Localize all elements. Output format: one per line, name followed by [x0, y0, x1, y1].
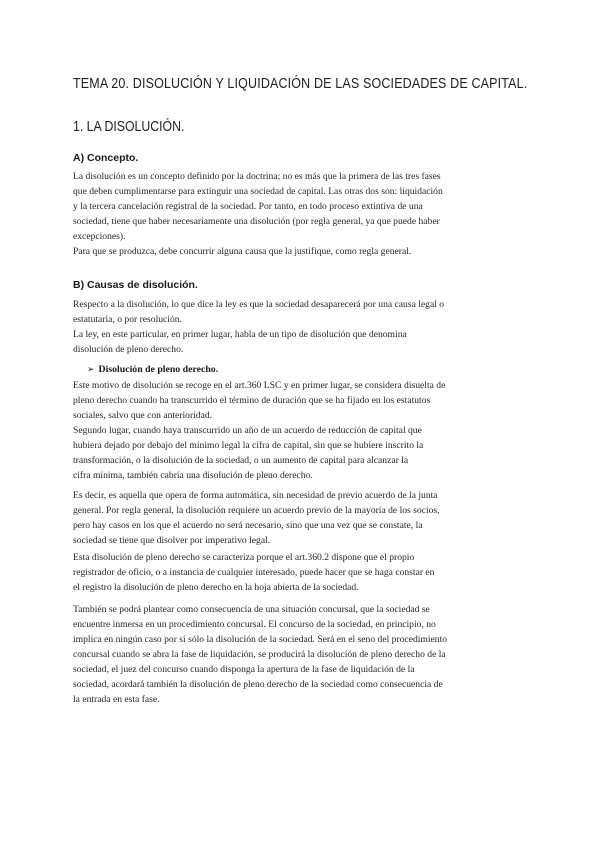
text-line: La ley, en este particular, en primer lugar, habla de un tipo de disolución que denomina [73, 329, 407, 340]
text-line: sociedad, el juez del concurso cuando disponga la apertura de la fase de liquidación de la [73, 664, 415, 675]
automatic-paragraph [73, 488, 528, 548]
arrow-bullet-icon: ➢ [87, 365, 95, 375]
text-line: hubiera dejado por debajo del mínimo legal la cifra de capital, sin que se hubiere inscrito la [73, 440, 424, 451]
text-line: Respecto a la disolución, lo que dice la ley es que la sociedad desaparecerá por una causa legal o [73, 299, 445, 310]
text-line: excepciones). [73, 231, 126, 242]
registry-paragraph [73, 550, 528, 595]
text-line: Este motivo de disolución se recoge en el art.360 LSC y en primer lugar, se considera disuelta de [73, 380, 446, 391]
text-line: Es decir, es aquella que opera de forma automática, sin necesidad de previo acuerdo de la junta [73, 490, 438, 501]
text-line: la entrada en esta fase. [73, 694, 160, 705]
text-line: encuentre inmersa en un procedimiento concursal. El concurso de la sociedad, en principio, no [73, 619, 436, 630]
text-line: y la tercera cancelación registral de la sociedad. Por tanto, en todo proceso extintiva de una [73, 201, 423, 212]
text-line: concursal cuando se abra la fase de liquidación, se producirá la disolución de pleno derecho de la [73, 649, 446, 660]
bullet-heading-label: Disolución de pleno derecho. [98, 364, 219, 375]
text-line: sociales, salvo que con anterioridad. [73, 410, 213, 421]
text-line: cifra mínima, también cabría una disolución de pleno derecho. [73, 470, 313, 481]
text-line: Segundo lugar, cuando haya transcurrido un año de un acuerdo de reducción de capital que [73, 425, 422, 436]
text-line: el registro la disolución de pleno derecho en la hoja abierta de la sociedad. [73, 582, 359, 593]
causes-heading: B) Causas de disolución. [73, 279, 198, 291]
text-line: estatutaria, o por resolución. [73, 314, 182, 325]
bullet-heading-pleno-derecho [87, 364, 218, 375]
text-line: pleno derecho cuando ha transcurrido el término de duración que se ha fijado en los estatutos [73, 395, 431, 406]
text-line: disolución de pleno derecho. [73, 344, 184, 355]
text-line: pero hay casos en los que el acuerdo no será necesario, sino que una vez que se constate, la [73, 520, 423, 531]
document-title: TEMA 20. DISOLUCIÓN Y LIQUIDACIÓN DE LAS SOCIEDADES DE CAPITAL. [73, 76, 528, 92]
text-line: Esta disolución de pleno derecho se caracteriza porque el art.360.2 dispone que el propio [73, 552, 415, 563]
text-line: Para que se produzca, debe concurrir alguna causa que la justifique, como regla general. [73, 246, 412, 257]
text-line: que deben cumplimentarse para extinguir una sociedad de capital. Las otras dos son: liquidación [73, 186, 443, 197]
text-line: También se podrá plantear como consecuencia de una situación concursal, que la sociedad se [73, 604, 430, 615]
causes-intro-paragraph [73, 297, 528, 357]
concept-heading: A) Concepto. [73, 152, 139, 164]
text-line: registrador de oficio, o a instancia de cualquier interesado, puede hacer que se haga constar en [73, 567, 435, 578]
text-line: La disolución es un concepto definido por la doctrina; no es más que la primera de las tres fases [73, 171, 441, 182]
section-title: 1. LA DISOLUCIÓN. [73, 118, 185, 135]
pleno-derecho-paragraph [73, 378, 528, 483]
text-line: sociedad, acordará también la disolución de pleno derecho de la sociedad como consecuencia de [73, 679, 443, 690]
text-line: transformación, o la disolución de la sociedad, o un aumento de capital para alcanzar la [73, 455, 409, 466]
text-line: general. Por regla general, la disolución requiere un acuerdo previo de la mayoría de los socios, [73, 505, 440, 516]
text-line: sociedad se tiene que disolver por imperativo legal. [73, 535, 271, 546]
text-line: sociedad, tiene que haber necesariamente una disolución (por regla general, ya que puede haber [73, 216, 440, 227]
concursal-paragraph [73, 602, 528, 707]
concept-paragraph [73, 169, 528, 259]
text-line: implica en ningún caso por sí sólo la disolución de la sociedad. Será en el seno del procedimiento [73, 634, 448, 645]
